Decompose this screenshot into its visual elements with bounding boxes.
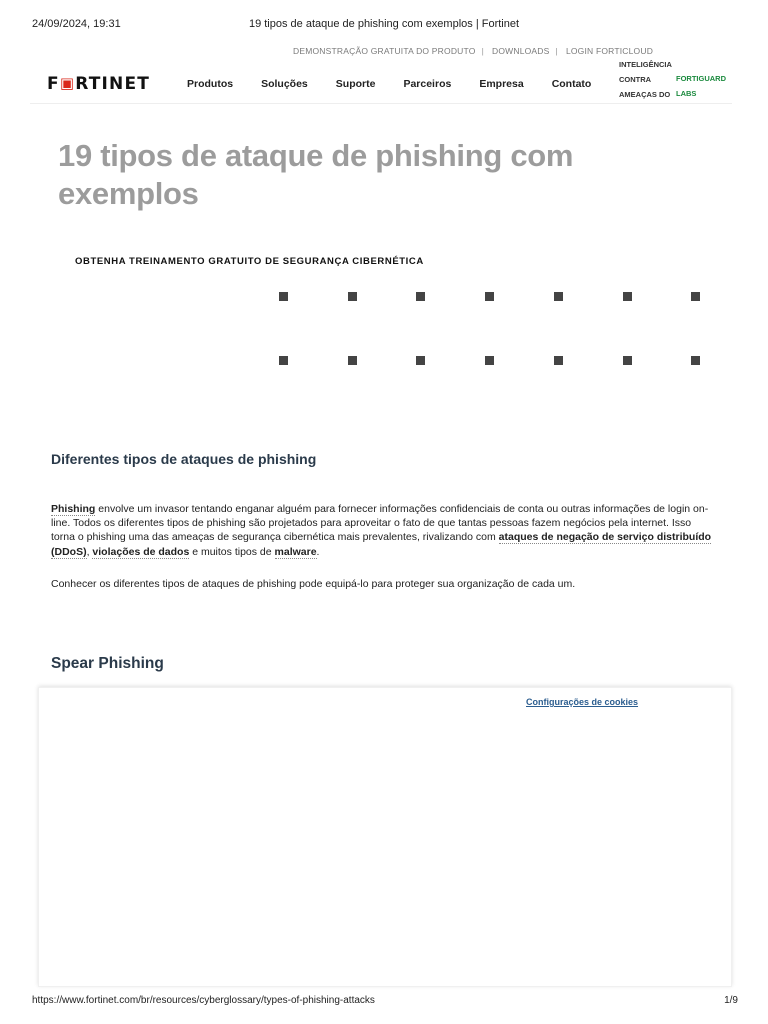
carousel-dot[interactable] <box>348 292 357 301</box>
utility-separator: | <box>481 46 484 56</box>
free-training-link[interactable]: OBTENHA TREINAMENTO GRATUITO DE SEGURANÇA CIBERNÉTICA <box>75 256 424 267</box>
utility-separator: | <box>555 46 558 56</box>
print-datetime: 24/09/2024, 19:31 <box>32 18 121 30</box>
carousel-dot[interactable] <box>485 356 494 365</box>
print-page-number: 1/9 <box>724 995 738 1006</box>
paragraph-text: e muitos tipos de <box>189 545 275 558</box>
carousel-dot[interactable] <box>691 356 700 365</box>
malware-link[interactable]: malware <box>274 545 317 558</box>
logo-text-f: F <box>47 74 60 94</box>
carousel-dot[interactable] <box>485 292 494 301</box>
forticloud-login-link[interactable]: LOGIN FORTICLOUD <box>565 46 654 56</box>
carousel-dot[interactable] <box>554 292 563 301</box>
threat-intel-link[interactable] <box>619 60 675 102</box>
page-title: 19 tipos de ataque de phishing com exemplos <box>58 138 574 211</box>
threat-line: CONTRA <box>619 75 652 84</box>
nav-menu <box>187 78 591 90</box>
carousel-dot[interactable] <box>691 292 700 301</box>
intro-paragraph <box>51 502 715 559</box>
paragraph-text: , <box>86 545 93 558</box>
paragraph-text: . <box>316 545 320 558</box>
downloads-link[interactable]: DOWNLOADS <box>491 46 550 56</box>
print-url: https://www.fortinet.com/br/resources/cyberglossary/types-of-phishing-attacks <box>32 995 375 1006</box>
nav-item-parceiros[interactable]: Parceiros <box>403 78 452 90</box>
nav-item-empresa[interactable]: Empresa <box>479 78 524 90</box>
free-demo-link[interactable]: DEMONSTRAÇÃO GRATUITA DO PRODUTO <box>293 46 476 56</box>
fortiguard-labs-link[interactable] <box>676 71 736 101</box>
phishing-link[interactable]: Phishing <box>51 503 96 515</box>
nav-item-suporte[interactable]: Suporte <box>335 78 376 90</box>
fortiguard-line: LABS <box>676 89 697 98</box>
print-page-title: 19 tipos de ataque de phishing com exemplos | Fortinet <box>248 18 520 30</box>
data-breach-link[interactable]: violações de dados <box>92 545 190 558</box>
main-navigation <box>30 62 732 104</box>
carousel-dot[interactable] <box>416 292 425 301</box>
ddos-link[interactable]: ataques de negação de serviço distribuído (DDoS) <box>51 531 712 558</box>
logo-text-rest: RTINET <box>75 74 151 94</box>
paragraph-text: envolve um invasor tentando enganar alguém para fornecer informações confidenciais de conta ou outras informações de login on-line. Todos os diferentes tipos de phishing são projetados para aproveitar o fato de que tantas pessoas fazem negócios pela internet. Isso torna o phishing uma das ameaças de segurança cibernética mais prevalentes, rivalizando com <box>51 503 709 544</box>
section-heading-types: Diferentes tipos de ataques de phishing <box>51 451 317 467</box>
logo-mark-icon: ▣ <box>59 74 76 92</box>
second-paragraph: Conhecer os diferentes tipos de ataques de phishing pode equipá-lo para proteger sua organização de cada um. <box>51 578 576 590</box>
cookie-settings-link[interactable]: Configurações de cookies <box>526 697 639 707</box>
carousel-dot[interactable] <box>623 356 632 365</box>
utility-bar <box>293 46 653 56</box>
section-heading-spear-phishing: Spear Phishing <box>51 655 164 672</box>
threat-line: AMEAÇAS DO <box>619 90 671 99</box>
cookie-panel <box>38 687 732 987</box>
carousel-dot[interactable] <box>279 356 288 365</box>
nav-item-produtos[interactable]: Produtos <box>187 78 234 90</box>
carousel-dot[interactable] <box>416 356 425 365</box>
fortinet-logo[interactable] <box>47 75 150 93</box>
carousel-dot[interactable] <box>554 356 563 365</box>
print-header <box>32 18 736 30</box>
nav-item-solucoes[interactable]: Soluções <box>261 78 308 90</box>
nav-item-contato[interactable]: Contato <box>551 78 592 90</box>
threat-line: INTELIGÊNCIA <box>619 60 672 69</box>
carousel-dot[interactable] <box>623 292 632 301</box>
fortiguard-line: FORTIGUARD <box>676 74 726 83</box>
carousel-dot[interactable] <box>279 292 288 301</box>
carousel-dot[interactable] <box>348 356 357 365</box>
carousel <box>279 292 709 367</box>
